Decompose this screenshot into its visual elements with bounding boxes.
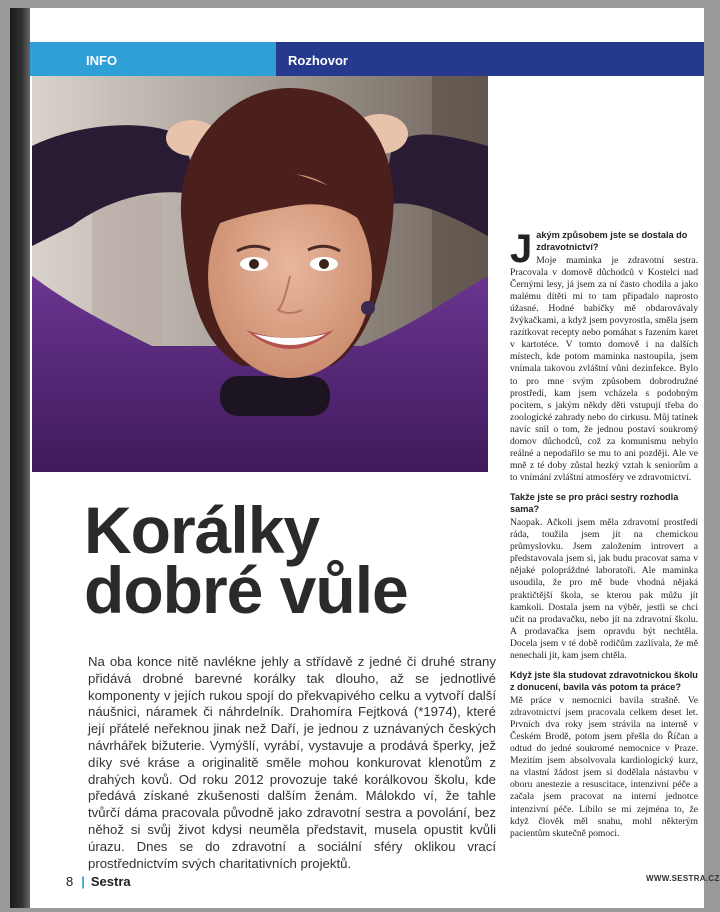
page-footer: [66, 874, 131, 889]
interview-column: [510, 227, 698, 866]
headline-line-2: dobré vůle: [84, 553, 408, 627]
lead-paragraph: Na oba konce nitě navlékne jehly a střídavě z jedné či druhé strany přidává drobné barevné korálky tak dlouho, až se jednotlivé komponenty v jejích rukou spojí do překvapivého celku a vytvoří další náušnici, náramek či náhrdelník. Drahomíra Fejtková (*1974), které její přátelé neřeknou jinak než Daří, je jednou z uznávaných českých návrhářek bižuterie. Vymýšlí, vyrábí, vystavuje a prodává šperky, jež díky své kráse a originalitě směle mohou konkurovat klenotům z drahých kovů. Od roku 2012 provozuje také korálkovou školu, kde předává získané zkušenosti dalším ženám. Málokdo ví, že tahle tvůrčí dáma pracovala původně jako zdravotní sestra a povolání, bez něhož si svůj život kdysi neuměla představit, musela opustit kvůli úrazu. Dnes se do zdravotní a sociální sféry oklikou vrací prostřednictvím svých charitativních projektů.: [88, 654, 496, 871]
page-number: 8: [66, 874, 74, 889]
section-header: [30, 42, 704, 76]
interview-answer: Moje maminka je zdravotní sestra. Pracovala v domově důchodců v Kostelci nad Černými lesy, já jsem za ní často chodila a jako malému dítěti mi to tam připadalo naprosto úžasné. Hodné babičky mě obdarovávaly žvýkačkami, a když jsem povyrostla, směla jsem razítkovat recepty nebo pomáhat s řazením karet v kartotéce. V tomto domově i na dalších místech, kde potom maminka nastoupila, jsem vnímala takovou zvláštní vůni dezinfekce. Bylo to pro mne svým způsobem dobrodružné prostředí, kam jsem vcházela s podobným pocitem, s jakým někdy děti vstupují třeba do zoologické zahrady nebo do cirkusu. Můj tatínek navíc snil o tom, že jednou postaví soukromý domov důchodců, což za komunismu nebylo reálné a nepodařilo se mu to ani později. Ale ve mně z té doby zůstal hezký vztah k seniorům a to vnímání zvláštní atmosféry ve zdravotnictví.: [510, 254, 698, 484]
interview-question: Když jste šla studovat zdravotnickou školu z donucení, bavila vás potom ta práce?: [510, 670, 698, 692]
footer-separator: |: [81, 874, 85, 889]
interview-answer: Mě práce v nemocnici bavila strašně. Ve zdravotnictví jsem pracovala celkem deset let. Prvních dva roky jsem strávila na interně v Českém Brodě, potom jsem přešla do Říčan a odtud do jedné soukromé nemocnice v Praze. Mezitím jsem absolvovala kardiologický kurz, na vlastní žádost jsem si dodělala nástavbu v oboru anestezie a resuscitace, intenzivní péče a začala jsem pracovat na interní jednotce intenzivní péče. Líbilo se mi zejména to, že když člověk měl snahu, mohl některým pacientům skutečně pomoci.: [510, 694, 698, 839]
article-headline: [84, 493, 408, 627]
interview-question: Takže jste se pro práci sestry rozhodla sama?: [510, 492, 679, 515]
drop-cap: J: [510, 227, 533, 271]
section-name: Rozhovor: [276, 42, 704, 76]
headline-line-1: Korálky: [84, 493, 320, 567]
interview-answer: Naopak. Ačkoli jsem měla zdravotní prostředí ráda, toužila jsem jít na chemickou průmyslovku. Jsem založením introvert a představovala jsem si, jak budu pracovat sama v nějaké polopráždné laboratoři. Ale maminka usoudila, že pro mě bude vhodná nějaká praktičtější škola, se kterou pak můžu jít kamkoli. Dostala jsem na výběr, jestli se chci učit na prodavačku, nebo jít na zdravotní školu. A prodavačka jsem opravdu být nechtěla. Docela jsem v té době rodičům zazlívala, že mě nenechali jít, kam jsem chtěla.: [510, 516, 698, 661]
interview-question: akým způsobem jste se dostala do zdravotnictví?: [536, 230, 688, 252]
section-tag: INFO: [30, 42, 276, 76]
magazine-url: WWW.SESTRA.CZ: [646, 874, 720, 883]
binding-shadow: [10, 8, 30, 908]
magazine-name: Sestra: [90, 874, 131, 889]
portrait-photo: [32, 76, 488, 472]
magazine-page: [10, 8, 720, 908]
